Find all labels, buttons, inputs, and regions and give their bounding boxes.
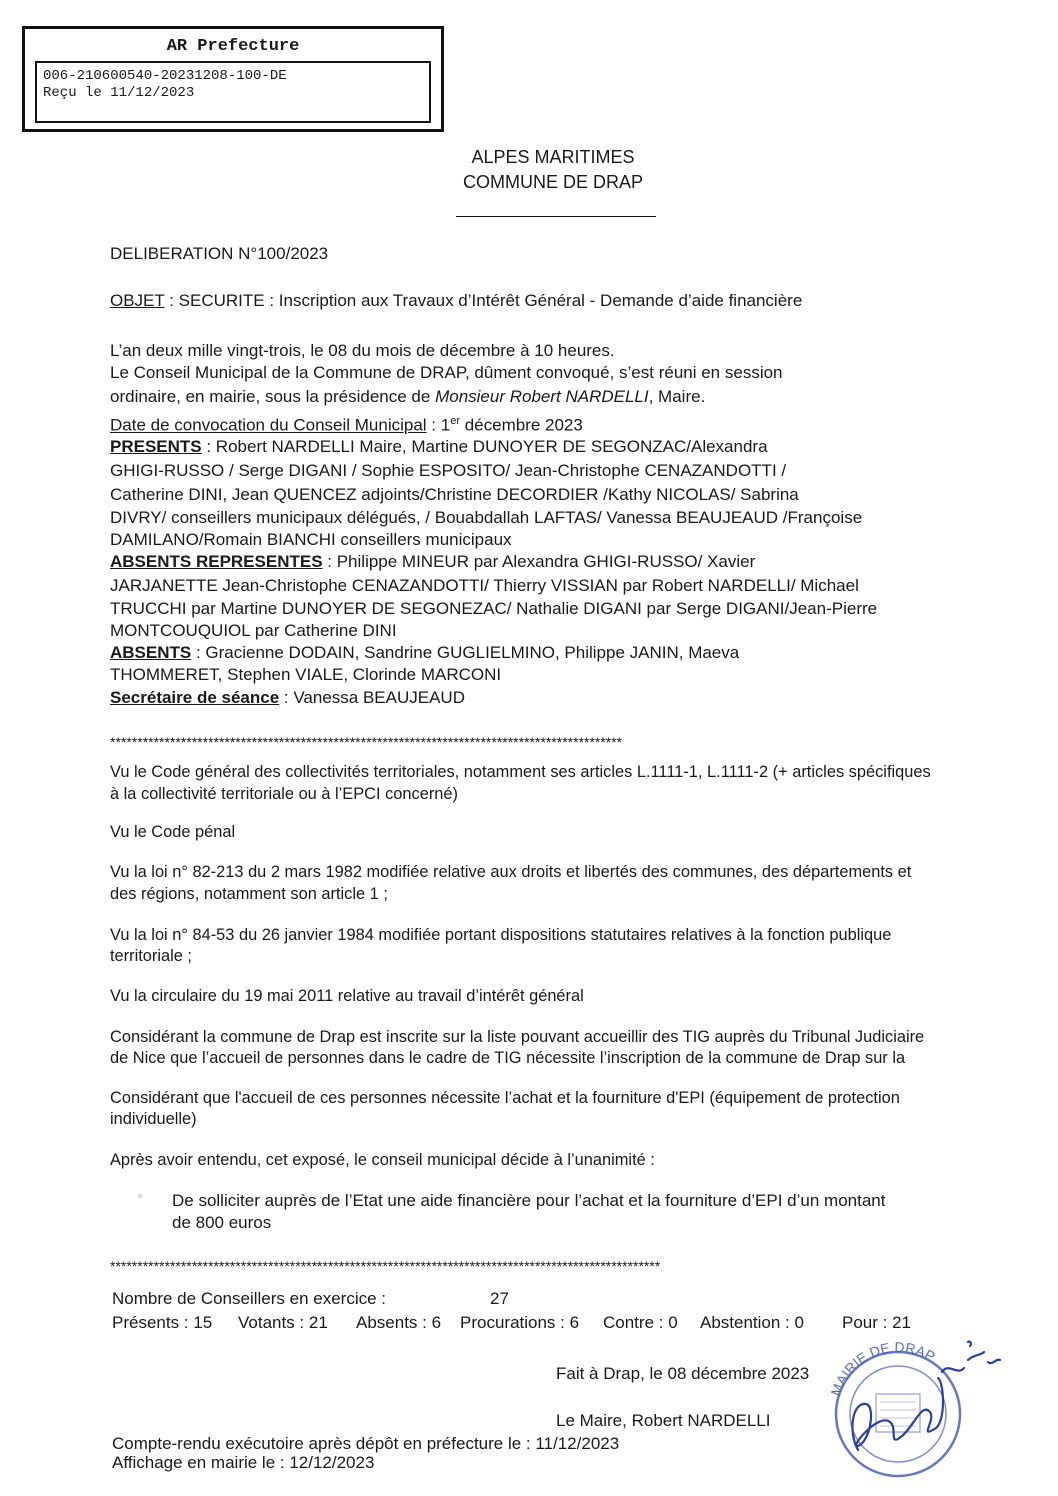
seal-text: MAIRIE DE DRAP xyxy=(827,1338,938,1399)
header-commune: COMMUNE DE DRAP xyxy=(462,172,643,192)
objet-line xyxy=(110,290,802,312)
presents-line-2: GHIGI-RUSSO / Serge DIGANI / Sophie ESPOSITO/ Jean-Christophe CENAZANDOTTI / xyxy=(110,461,787,480)
header-divider xyxy=(456,216,656,217)
convocation-line xyxy=(110,410,583,437)
objet-text: : SECURITE : Inscription aux Travaux d’Intérêt Général - Demande d’aide financière xyxy=(164,291,803,310)
fait-a-drap: Fait à Drap, le 08 décembre 2023 xyxy=(556,1364,810,1383)
vote-abstention: Abstention : 0 xyxy=(700,1313,804,1332)
separator-stars-2: ***************************************************************************************************** xyxy=(110,1258,661,1274)
presents-line-5: DAMILANO/Romain BIANCHI conseillers municipaux xyxy=(110,530,512,549)
objet-label: OBJET xyxy=(110,291,165,310)
presents-text-1: : Robert NARDELLI Maire, Martine DUNOYER DE SEGONZAC/Alexandra xyxy=(201,437,768,456)
absents-representes-line-2: JARJANETTE Jean-Christophe CENAZANDOTTI/ Thierry VISSIAN par Robert NARDELLI/ Michael xyxy=(110,576,859,595)
nombre-conseillers-label: Nombre de Conseillers en exercice : xyxy=(112,1289,387,1308)
absents-representes-line-4: MONTCOUQUIOL par Catherine DINI xyxy=(110,621,397,640)
stamp-box xyxy=(35,61,431,123)
mairie-seal-icon xyxy=(818,1332,1008,1482)
header-department: ALPES MARITIMES xyxy=(471,147,635,167)
intro-line-3-post: , Maire. xyxy=(648,387,706,406)
presents-label: PRESENTS xyxy=(110,437,202,456)
visa-code-penal: Vu le Code pénal xyxy=(110,823,236,841)
vote-pour: Pour : 21 xyxy=(842,1313,911,1332)
absents-line-1 xyxy=(110,642,739,664)
secretaire-text: : Vanessa BEAUJEAUD xyxy=(279,688,465,707)
visa-circulaire: Vu la circulaire du 19 mai 2011 relative au travail d’intérêt général xyxy=(110,987,584,1005)
intro-line-3-pre: ordinaire, en mairie, sous la présidence de xyxy=(110,387,436,406)
absents-label: ABSENTS xyxy=(110,643,192,662)
presents-line-1 xyxy=(110,436,768,458)
visa-cgct-line-2: à la collectivité territoriale ou à l’EPCI concerné) xyxy=(110,785,458,803)
absents-line-2: THOMMERET, Stephen VIALE, Clorinde MARCONI xyxy=(110,665,502,684)
separator-stars: ********************************************************************************************** xyxy=(110,734,623,750)
convocation-sup: er xyxy=(450,415,460,427)
intro-line-2: Le Conseil Municipal de la Commune de DRAP, dûment convoqué, s’est réuni en session xyxy=(110,363,783,382)
stamp-reference: 006-210600540-20231208-100-DE xyxy=(43,68,287,84)
convocation-text-post: décembre 2023 xyxy=(459,415,583,435)
presents-line-3: Catherine DINI, Jean QUENCEZ adjoints/Christine DECORDIER /Kathy NICOLAS/ Sabrina xyxy=(110,485,799,504)
convocation-label: Date de convocation du Conseil Municipal xyxy=(110,415,427,435)
secretaire-label: Secrétaire de séance xyxy=(110,688,280,707)
considerant-2-line-1: Considérant que l'accueil de ces personnes nécessite l’achat et la fourniture d'EPI (équipement de protection xyxy=(110,1089,900,1107)
decision-line-2: de 800 euros xyxy=(172,1213,272,1232)
visa-loi-1984-line-2: territoriale ; xyxy=(110,947,192,965)
visa-cgct-line-1: Vu le Code général des collectivités territoriales, notamment ses articles L.1111-1, L.1111-2 (+ articles spécifiques xyxy=(110,763,931,781)
secretaire-line xyxy=(110,687,465,709)
stamp-title: AR Prefecture xyxy=(166,37,300,56)
prefecture-stamp xyxy=(22,26,444,132)
vote-procurations: Procurations : 6 xyxy=(460,1313,580,1332)
intro-line-3 xyxy=(110,386,705,408)
deliberation-number: DELIBERATION N°100/2023 xyxy=(110,244,329,263)
presents-line-4: DIVRY/ conseillers municipaux délégués, / Bouabdallah LAFTAS/ Vanessa BEAUJEAUD /Françoise xyxy=(110,508,863,527)
considerant-1-line-1: Considérant la commune de Drap est inscrite sur la liste pouvant accueillir des TIG auprès du Tribunal Judiciaire xyxy=(110,1028,925,1046)
absents-representes-line-3: TRUCCHI par Martine DUNOYER DE SEGONEZAC/ Nathalie DIGANI par Serge DIGANI/Jean-Pierre xyxy=(110,599,878,618)
intro-line-1: L’an deux mille vingt-trois, le 08 du mois de décembre à 10 heures. xyxy=(110,341,615,360)
vote-absents: Absents : 6 xyxy=(356,1313,442,1332)
footer-executoire: Compte-rendu exécutoire après dépôt en préfecture le : 11/12/2023 xyxy=(112,1434,620,1453)
absents-representes-text-1: : Philippe MINEUR par Alexandra GHIGI-RUSSO/ Xavier xyxy=(322,552,756,571)
maire-signature-label: Le Maire, Robert NARDELLI xyxy=(556,1411,771,1430)
convocation-text-pre: : 1 xyxy=(426,415,451,435)
absents-representes-label: ABSENTS REPRESENTES xyxy=(110,552,323,571)
stamp-received-date: Reçu le 11/12/2023 xyxy=(43,85,195,101)
absents-text-1: : Gracienne DODAIN, Sandrine GUGLIELMINO, Philippe JANIN, Maeva xyxy=(191,643,740,662)
visa-loi-1984-line-1: Vu la loi n° 84-53 du 26 janvier 1984 modifiée portant dispositions statutaires relatives à la fonction publique xyxy=(110,926,892,944)
absents-representes-line-1 xyxy=(110,551,755,573)
decision-intro: Après avoir entendu, cet exposé, le conseil municipal décide à l’unanimité : xyxy=(110,1151,655,1169)
considerant-1-line-2: de Nice que l’accueil de personnes dans le cadre de TIG nécessite l’inscription de la commune de Drap sur la xyxy=(110,1049,906,1067)
bullet-icon: ◦ xyxy=(138,1188,143,1203)
vote-presents: Présents : 15 xyxy=(112,1313,213,1332)
nombre-conseillers-value: 27 xyxy=(490,1289,509,1308)
vote-votants: Votants : 21 xyxy=(238,1313,328,1332)
footer-affichage: Affichage en mairie le : 12/12/2023 xyxy=(112,1453,375,1472)
decision-line-1: De solliciter auprès de l’Etat une aide financière pour l’achat et la fourniture d’EPI d’un montant xyxy=(172,1191,886,1210)
vote-contre: Contre : 0 xyxy=(603,1313,678,1332)
visa-loi-1982-line-1: Vu la loi n° 82-213 du 2 mars 1982 modifiée relative aux droits et libertés des communes, des départements et xyxy=(110,863,912,881)
president-name: Monsieur Robert NARDELLI xyxy=(435,387,649,406)
visa-loi-1982-line-2: des régions, notamment son article 1 ; xyxy=(110,885,388,903)
considerant-2-line-2: individuelle) xyxy=(110,1110,197,1128)
